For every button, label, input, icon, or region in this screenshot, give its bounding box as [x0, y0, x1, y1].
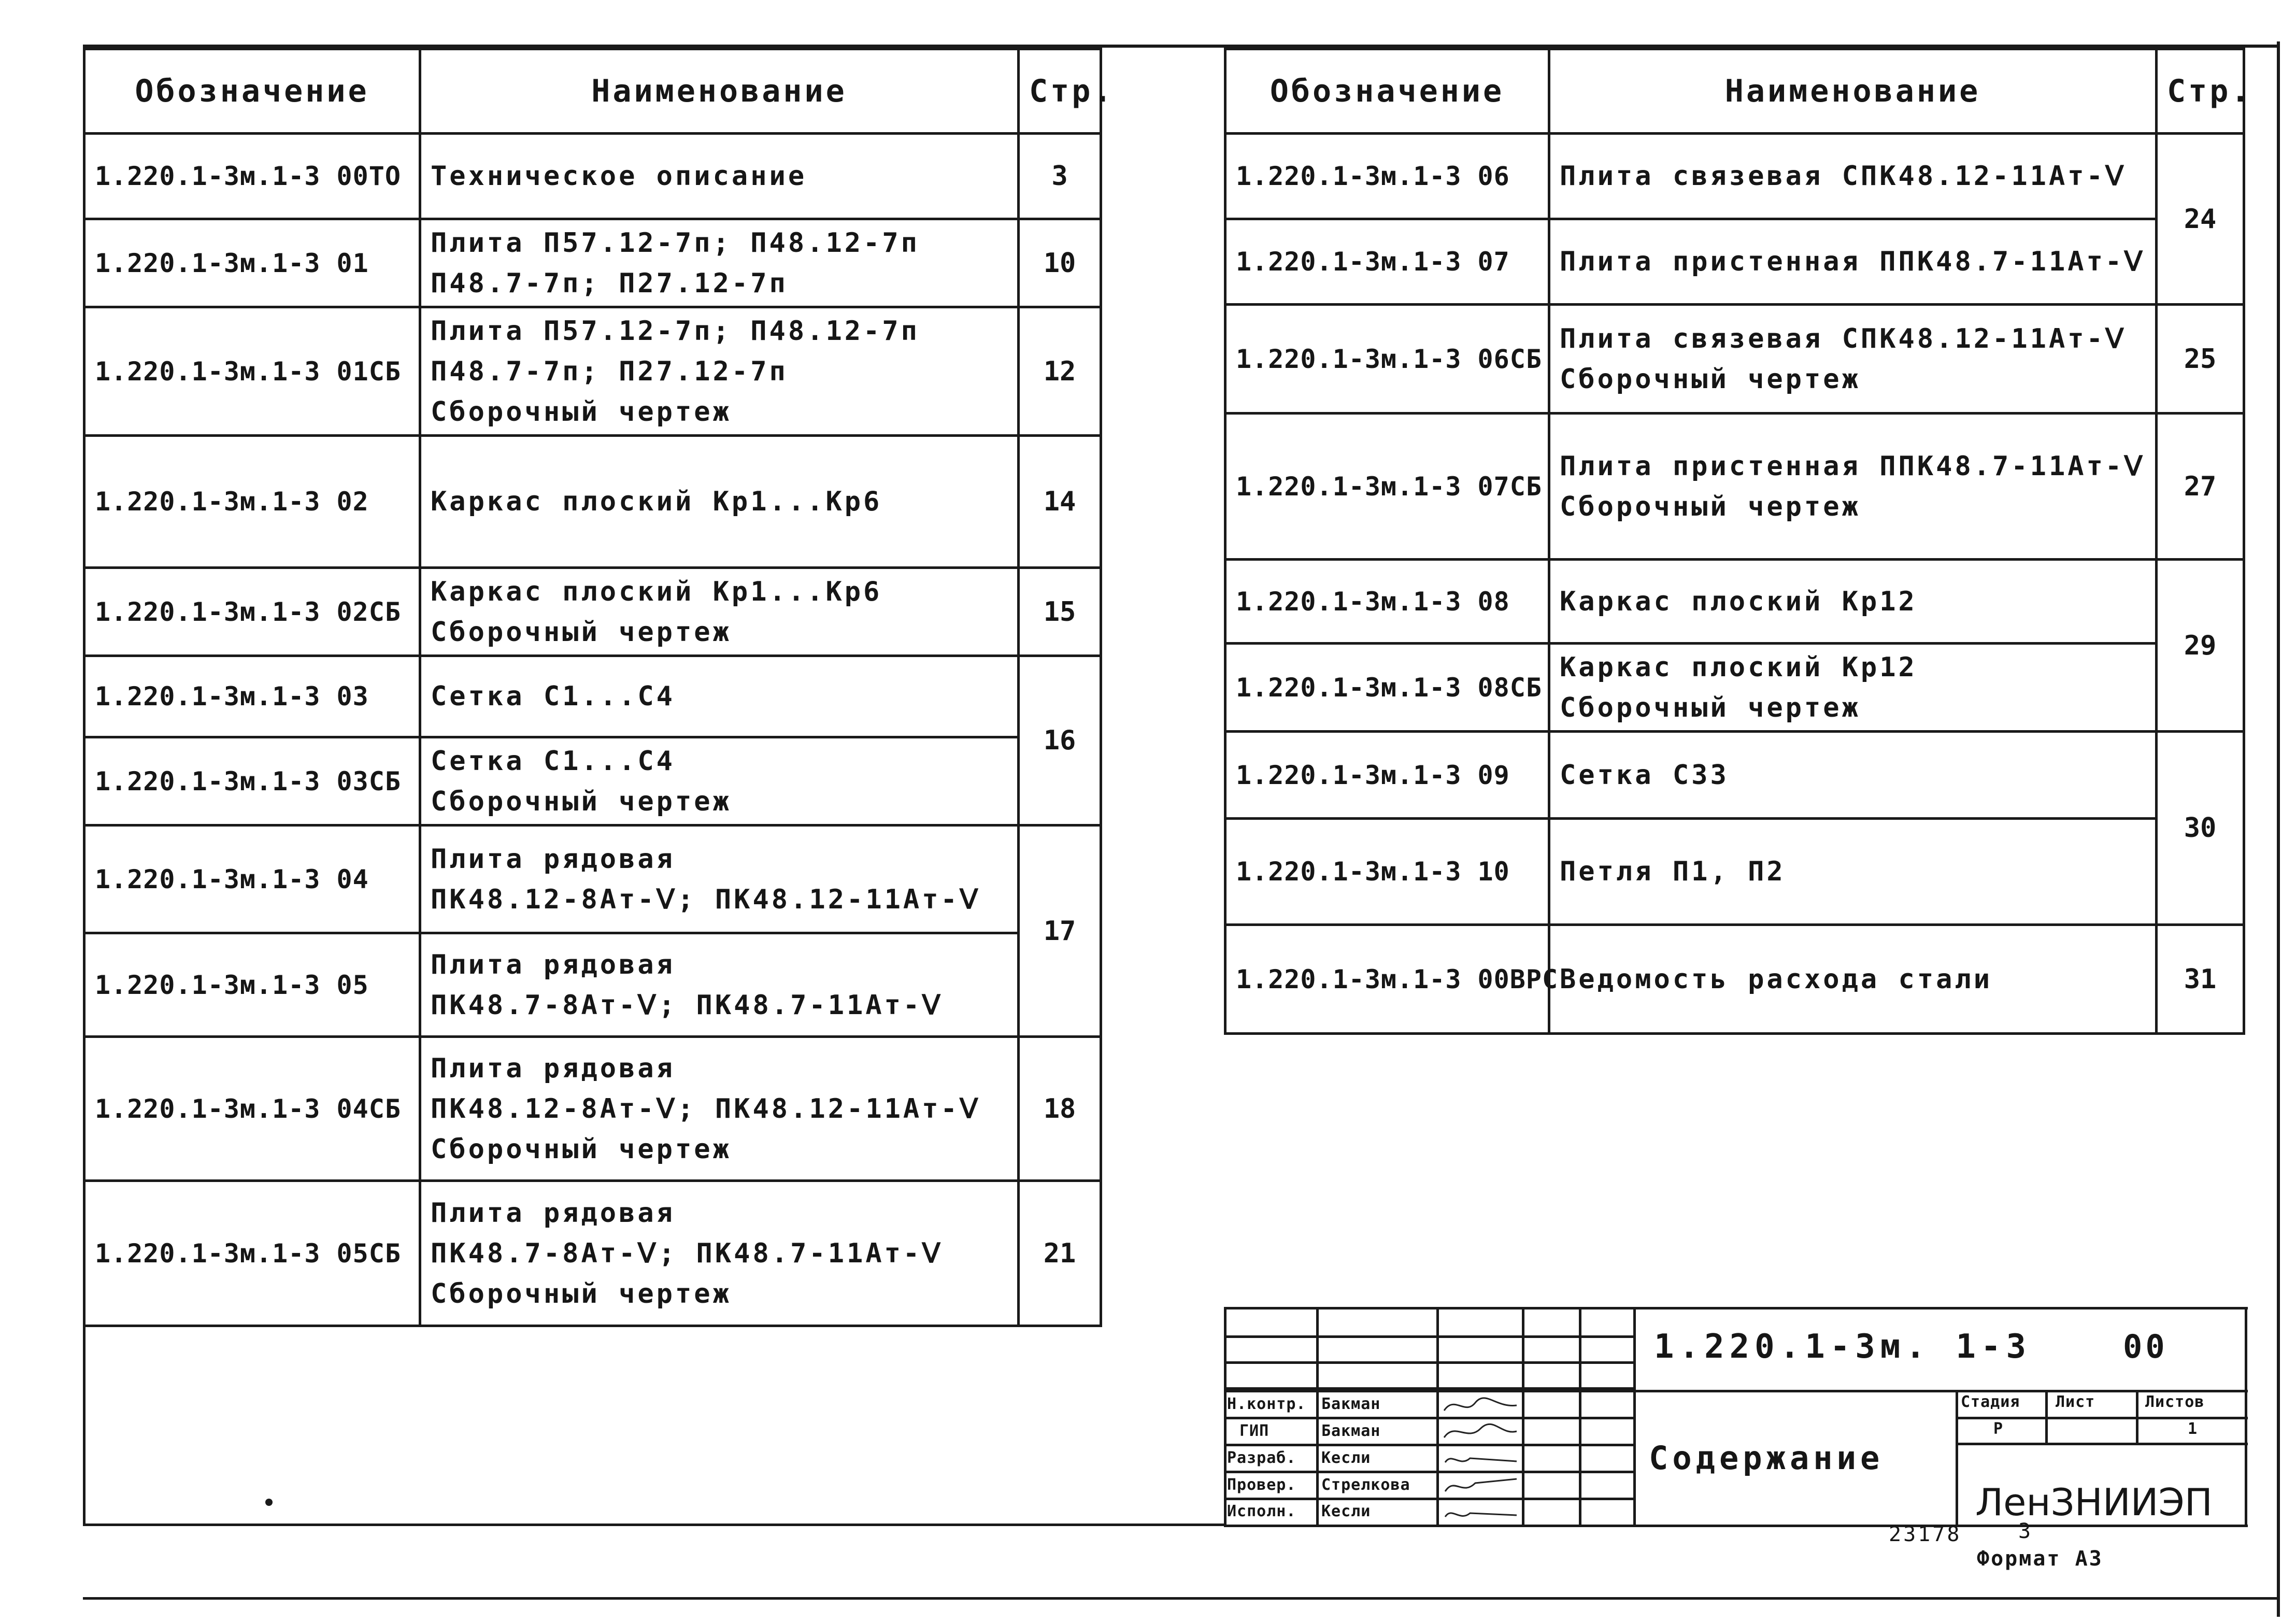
row-name: [1549, 414, 2157, 560]
row-designation: 1.220.1-3м.1-3 00ВРС: [1225, 925, 1549, 1034]
row-page: 31: [2157, 925, 2244, 1034]
name-line: П48.7-7п; П27.12-7п: [431, 267, 788, 299]
left-frame-line: [83, 1316, 85, 1524]
row-designation: 1.220.1-3м.1-3 08: [1225, 560, 1549, 644]
row-designation: 1.220.1-3м.1-3 07СБ: [1225, 414, 1549, 560]
name-line: Каркас плоский Кр1...Кр6: [431, 576, 882, 607]
bottom-frame-line: [83, 1524, 1225, 1526]
person-name: Бакман: [1321, 1395, 1381, 1413]
row-name: [420, 134, 1019, 219]
row-page: 12: [1019, 307, 1101, 436]
table-row: [1225, 305, 2244, 414]
designation-header: Обозначение: [84, 49, 420, 134]
name-line: Плита П57.12-7п; П48.12-7п: [431, 227, 920, 259]
grid-row-line: [1224, 1361, 1633, 1364]
grid-row-line: [1224, 1444, 1633, 1446]
name-header: Наименование: [420, 49, 1019, 134]
bottom-border-line: [83, 1597, 2280, 1600]
role-label: Разраб.: [1227, 1449, 1296, 1467]
document-suffix: 00: [2123, 1328, 2168, 1365]
role-label: ГИП: [1239, 1422, 1270, 1440]
row-designation: 1.220.1-3м.1-3 04: [84, 825, 420, 933]
name-line: Плита рядовая: [431, 1052, 675, 1084]
table-row: [1225, 644, 2244, 732]
person-name: Кесли: [1321, 1502, 1371, 1520]
organization-name: ЛенЗНИИЭП: [1975, 1480, 2213, 1524]
role-label: Исполн.: [1227, 1502, 1296, 1520]
row-designation: 1.220.1-3м.1-3 01: [84, 219, 420, 307]
name-line: Сборочный чертеж: [431, 1133, 732, 1165]
grid-row-line: [1224, 1417, 1633, 1419]
row-page: 24: [2157, 134, 2244, 305]
dot-mark: [265, 1499, 273, 1506]
row-designation: 1.220.1-3м.1-3 06СБ: [1225, 305, 1549, 414]
row-page: 27: [2157, 414, 2244, 560]
row-designation: 1.220.1-3м.1-3 01СБ: [84, 307, 420, 436]
row-name: [420, 436, 1019, 568]
name-line: Каркас плоский Кр12: [1560, 651, 1917, 683]
inventory-number: 23178: [1889, 1522, 1962, 1546]
table-row: [1225, 732, 2244, 819]
role-label: Н.контр.: [1227, 1395, 1306, 1413]
name-line: Сборочный чертеж: [1560, 363, 1861, 395]
title-block-top-line: [1224, 1307, 2248, 1309]
row-name: [1549, 644, 2157, 732]
sheet-format: Формат А3: [1977, 1547, 2103, 1571]
contents-table-right: [1224, 48, 2252, 1035]
table-row: [84, 825, 1101, 933]
title-block: [1224, 1307, 2248, 1527]
person-name: Кесли: [1321, 1449, 1371, 1467]
name-line: Сборочный чертеж: [431, 616, 732, 648]
table-row: [1225, 134, 2244, 219]
row-designation: 1.220.1-3м.1-3 02СБ: [84, 568, 420, 656]
row-name: [1549, 219, 2157, 305]
grid-row-line: [1224, 1471, 1633, 1473]
row-designation: 1.220.1-3м.1-3 00ТО: [84, 134, 420, 219]
person-name: Бакман: [1321, 1422, 1381, 1440]
grid-row-line: [1224, 1390, 2248, 1392]
name-line: Плита П57.12-7п; П48.12-7п: [431, 315, 920, 347]
stage-area-line: [2045, 1390, 2048, 1443]
row-designation: 1.220.1-3м.1-3 04СБ: [84, 1037, 420, 1181]
row-name: [420, 219, 1019, 307]
row-name: [1549, 732, 2157, 819]
row-page: 29: [2157, 560, 2244, 732]
row-page: 18: [1019, 1037, 1101, 1181]
table-row: [84, 568, 1101, 656]
row-page: 14: [1019, 436, 1101, 568]
stage-area-line: [1956, 1443, 2248, 1445]
row-name: [1549, 305, 2157, 414]
contents-table-left: [83, 48, 1115, 1327]
row-page: 21: [1019, 1181, 1101, 1326]
table-row: [1225, 819, 2244, 925]
row-name: [1549, 925, 2157, 1034]
stage-header: Стадия: [1961, 1393, 2020, 1411]
name-line: Плита рядовая: [431, 949, 675, 980]
name-line: Сборочный чертеж: [431, 396, 732, 428]
row-name: [1549, 819, 2157, 925]
grid-col-line: [1633, 1307, 1636, 1527]
name-line: ПК48.12-8Ат-Ⅴ; ПК48.12-11Ат-Ⅴ: [431, 884, 981, 915]
table-row: [84, 219, 1101, 307]
name-line: Плита связевая СПК48.12-11Ат-Ⅴ: [1560, 161, 2127, 192]
row-name: [420, 737, 1019, 825]
table-row: [84, 656, 1101, 737]
row-designation: 1.220.1-3м.1-3 07: [1225, 219, 1549, 305]
row-designation: 1.220.1-3м.1-3 03СБ: [84, 737, 420, 825]
name-line: ПК48.7-8Ат-Ⅴ; ПК48.7-11Ат-Ⅴ: [431, 989, 943, 1021]
name-line: Сборочный чертеж: [431, 1278, 732, 1309]
table-row: [84, 737, 1101, 825]
grid-row-line: [1224, 1498, 1633, 1500]
document-code: 1.220.1-3м. 1-3: [1654, 1328, 2031, 1366]
title-block-bottom-line: [1224, 1525, 2248, 1527]
sheet-header: Лист: [2056, 1393, 2095, 1411]
row-designation: 1.220.1-3м.1-3 03: [84, 656, 420, 737]
inventory-extra: 3: [2018, 1519, 2031, 1543]
row-designation: 1.220.1-3м.1-3 06: [1225, 134, 1549, 219]
name-line: Техническое описание: [431, 161, 807, 192]
row-page: 17: [1019, 825, 1101, 1037]
row-name: [420, 307, 1019, 436]
name-line: Сборочный чертеж: [431, 786, 732, 817]
row-name: [1549, 560, 2157, 644]
name-line: Плита пристенная ППК48.7-11Ат-Ⅴ: [1560, 450, 2145, 482]
role-label: Провер.: [1227, 1476, 1296, 1494]
row-name: [420, 1181, 1019, 1326]
row-designation: 1.220.1-3м.1-3 10: [1225, 819, 1549, 925]
row-page: 25: [2157, 305, 2244, 414]
row-designation: 1.220.1-3м.1-3 09: [1225, 732, 1549, 819]
name-line: Сборочный чертеж: [1560, 692, 1861, 723]
name-line: Петля П1, П2: [1560, 856, 1786, 887]
table-row: [84, 436, 1101, 568]
name-line: Ведомость расхода стали: [1560, 963, 1993, 995]
name-line: Сетка С1...С4: [431, 745, 675, 777]
table-row: [84, 1037, 1101, 1181]
table-row: [84, 933, 1101, 1037]
name-line: Плита связевая СПК48.12-11Ат-Ⅴ: [1560, 323, 2127, 354]
row-designation: 1.220.1-3м.1-3 08СБ: [1225, 644, 1549, 732]
name-line: П48.7-7п; П27.12-7п: [431, 355, 788, 387]
sheets-value: 1: [2188, 1420, 2198, 1438]
table-row: [1225, 925, 2244, 1034]
row-designation: 1.220.1-3м.1-3 02: [84, 436, 420, 568]
person-name: Стрелкова: [1321, 1476, 1410, 1494]
sheets-header: Листов: [2145, 1393, 2205, 1411]
table-row: [1225, 560, 2244, 644]
grid-row-line: [1224, 1335, 1633, 1338]
table-row: [1225, 414, 2244, 560]
stage-area-line: [2136, 1390, 2138, 1443]
name-line: ПК48.7-8Ат-Ⅴ; ПК48.7-11Ат-Ⅴ: [431, 1237, 943, 1269]
row-name: [420, 656, 1019, 737]
table-row: [84, 307, 1101, 436]
stage-value: Р: [1993, 1420, 2004, 1438]
name-line: Сетка С33: [1560, 759, 1729, 791]
name-line: Сетка С1...С4: [431, 681, 675, 712]
row-name: [1549, 134, 2157, 219]
name-line: Каркас плоский Кр12: [1560, 586, 1917, 617]
row-page: 3: [1019, 134, 1101, 219]
right-table-header-row: [1225, 49, 2244, 134]
row-page: 10: [1019, 219, 1101, 307]
page-header: Стр.: [1019, 49, 1101, 134]
name-line: ПК48.12-8Ат-Ⅴ; ПК48.12-11Ат-Ⅴ: [431, 1093, 981, 1124]
row-page: 15: [1019, 568, 1101, 656]
row-designation: 1.220.1-3м.1-3 05СБ: [84, 1181, 420, 1326]
name-line: Сборочный чертеж: [1560, 491, 1861, 522]
row-name: [420, 825, 1019, 933]
sheet-title: Содержание: [1649, 1439, 1884, 1477]
designation-header: Обозначение: [1225, 49, 1549, 134]
row-page: 16: [1019, 656, 1101, 825]
stage-area-left-line: [1956, 1390, 1958, 1525]
right-border-line: [2277, 41, 2280, 1617]
table-row: [84, 134, 1101, 219]
left-table-header-row: [84, 49, 1101, 134]
handwritten-signatures: [1439, 1390, 1522, 1525]
row-name: [420, 1037, 1019, 1181]
name-line: Каркас плоский Кр1...Кр6: [431, 486, 882, 517]
name-line: Плита рядовая: [431, 843, 675, 875]
table-row: [84, 1181, 1101, 1326]
name-line: Плита рядовая: [431, 1197, 675, 1229]
row-name: [420, 568, 1019, 656]
row-name: [420, 933, 1019, 1037]
row-designation: 1.220.1-3м.1-3 05: [84, 933, 420, 1037]
page-header: Стр.: [2157, 49, 2244, 134]
name-line: Плита пристенная ППК48.7-11Ат-Ⅴ: [1560, 246, 2145, 277]
stage-area-line: [1956, 1417, 2248, 1419]
name-header: Наименование: [1549, 49, 2157, 134]
table-row: [1225, 219, 2244, 305]
row-page: 30: [2157, 732, 2244, 925]
